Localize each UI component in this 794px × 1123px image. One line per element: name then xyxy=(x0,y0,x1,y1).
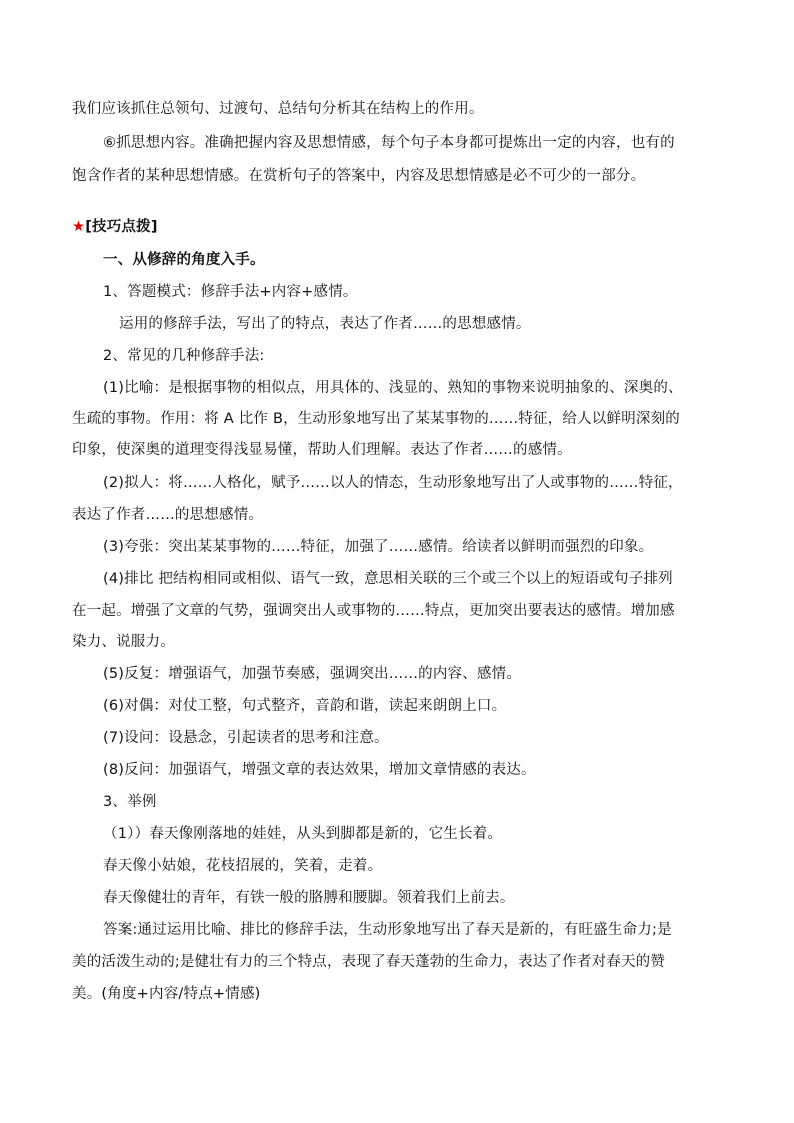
star-icon: ★ xyxy=(72,219,86,235)
content-line: (2)拟人：将……人格化，赋予……以人的情态，生动形象地写出了人或事物的……特征， xyxy=(103,475,683,491)
paragraph-line: ⑥抓思想内容。准确把握内容及思想情感，每个句子本身都可提炼出一定的内容，也有的 xyxy=(103,135,675,151)
content-line: 表达了作者……的思想感情。 xyxy=(72,507,264,523)
content-line: 1、答题模式：修辞手法+内容+感情。 xyxy=(103,284,358,300)
content-line: 3、举例 xyxy=(103,794,157,810)
section-subheading: 一、从修辞的角度入手。 xyxy=(103,252,265,268)
content-line: (7)设问：设悬念，引起读者的思考和注意。 xyxy=(103,730,389,746)
content-line: (5)反复：增强语气，加强节奏感，强调突出……的内容、感情。 xyxy=(103,666,522,682)
paragraph-line: 饱含作者的某种思想情感。在赏析句子的答案中，内容及思想情感是必不可少的一部分。 xyxy=(72,168,646,184)
content-line: 春天像小姑娘，花枝招展的，笑着，走着。 xyxy=(103,858,383,874)
content-line: 春天像健壮的青年，有铁一般的胳膊和腰脚。领着我们上前去。 xyxy=(103,890,515,906)
paragraph-line: 我们应该抓住总领句、过渡句、总结句分析其在结构上的作用。 xyxy=(72,101,484,117)
content-line: 答案:通过运用比喻、排比的修辞手法，生动形象地写出了春天是新的，有旺盛生命力;是 xyxy=(103,922,672,938)
content-line: (1)比喻：是根据事物的相似点，用具体的、浅显的、熟知的事物来说明抽象的、深奥的、 xyxy=(103,380,683,396)
section-heading-text: [技巧点拨] xyxy=(85,219,158,235)
content-line: (4)排比 把结构相同或相似、语气一致，意思相关联的三个或三个以上的短语或句子排列 xyxy=(103,571,673,587)
content-line: 2、常见的几种修辞手法: xyxy=(103,348,265,364)
content-line: 印象，使深奥的道理变得浅显易懂，帮助人们理解。表达了作者……的感情。 xyxy=(72,442,572,458)
content-line: (6)对偶：对仗工整，句式整齐，音韵和谐，读起来朗朗上口。 xyxy=(103,698,507,714)
content-line: (8)反问：加强语气，增强文章的表达效果，增加文章情感的表达。 xyxy=(103,762,536,778)
content-line: 美的活泼生动的;是健壮有力的三个特点，表现了春天蓬勃的生命力，表达了作者对春天的赞 xyxy=(72,954,666,970)
content-line: （1））春天像刚落地的娃娃，从头到脚都是新的，它生长着。 xyxy=(103,826,503,842)
content-line: (3)夸张：突出某某事物的……特征，加强了……感情。给读者以鲜明而强烈的印象。 xyxy=(103,539,654,555)
content-line: 美。(角度+内容/特点+情感) xyxy=(72,986,261,1002)
content-line: 在一起。增强了文章的气势，强调突出人或事物的……特点，更加突出要表达的感情。增加感 xyxy=(72,603,675,619)
section-heading xyxy=(72,217,158,237)
content-line: 染力、说服力。 xyxy=(72,634,175,650)
content-line: 运用的修辞手法，写出了的特点，表达了作者……的思想感情。 xyxy=(119,316,531,332)
content-line: 生疏的事物。作用：将 A 比作 B，生动形象地写出了某某事物的……特征，给人以鲜明深刻的 xyxy=(72,411,680,427)
